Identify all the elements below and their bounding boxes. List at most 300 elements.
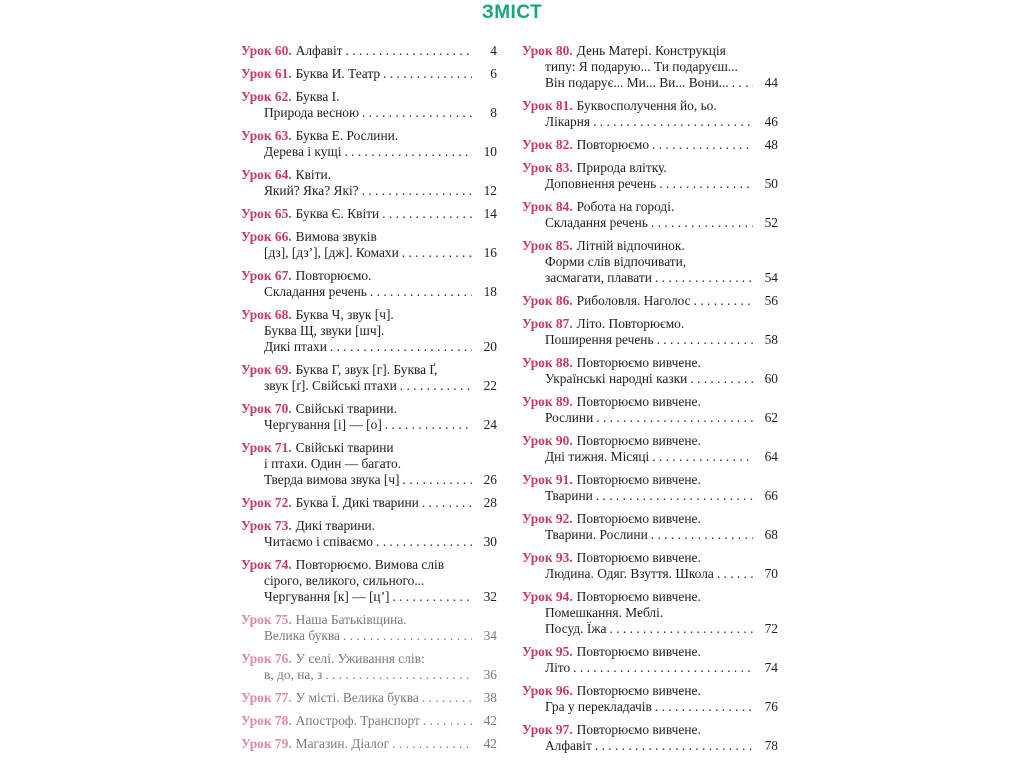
lesson-label: Урок 69. [241, 362, 292, 377]
toc-entry-line [522, 550, 778, 566]
toc-entry-line [241, 589, 497, 605]
page-number: 4 [490, 43, 497, 58]
toc-entry [522, 644, 778, 676]
toc-entry-line [241, 284, 497, 300]
dot-leader [655, 270, 753, 286]
dot-leader [694, 293, 753, 309]
toc-entry-line [522, 511, 778, 527]
lesson-topic: Тварини [545, 488, 593, 503]
toc-entry [241, 401, 497, 433]
dot-leader [330, 339, 472, 355]
page-number: 46 [764, 114, 778, 129]
page-title: ЗМІСТ [481, 2, 543, 23]
page-number: 48 [764, 137, 778, 152]
lesson-label: Урок 96. [522, 683, 573, 698]
page-number: 6 [490, 66, 497, 81]
dot-leader [609, 621, 753, 637]
toc-entry-line [241, 66, 497, 82]
toc-entry [241, 651, 497, 683]
lesson-label: Урок 60. [241, 43, 292, 58]
lesson-topic: Повторюємо вивчене. [576, 589, 701, 604]
page-number: 54 [764, 270, 778, 285]
page-number: 60 [764, 371, 778, 386]
lesson-label: Урок 62. [241, 89, 292, 104]
toc-entry [522, 472, 778, 504]
lesson-topic: Читаємо і співаємо [264, 534, 373, 549]
lesson-label: Урок 93. [522, 550, 573, 565]
dot-leader [595, 738, 753, 754]
page-number: 74 [764, 660, 778, 675]
lesson-topic: Наша Батьківщина. [295, 612, 407, 627]
lesson-topic: Повторюємо вивчене. [576, 644, 701, 659]
page-number: 26 [483, 472, 497, 487]
lesson-topic: Дикі тварини. [295, 518, 376, 533]
lesson-topic: Буква І. [295, 89, 340, 104]
page-number: 8 [490, 105, 497, 120]
lesson-label: Урок 74. [241, 557, 292, 572]
dot-leader [400, 378, 472, 394]
page-number: 18 [483, 284, 497, 299]
dot-leader [403, 472, 472, 488]
lesson-topic: День Матері. Конструкція [576, 43, 726, 58]
toc-entry-line [522, 394, 778, 410]
toc-entry-line [522, 114, 778, 130]
toc-entry [241, 362, 497, 394]
page-number: 42 [483, 736, 497, 751]
toc-entry-line [241, 43, 497, 59]
dot-leader [402, 245, 472, 261]
lesson-label: Урок 81. [522, 98, 573, 113]
lesson-topic: Який? Яка? Які? [264, 183, 359, 198]
toc-entry-line [522, 488, 778, 504]
page-number: 34 [483, 628, 497, 643]
dot-leader [382, 206, 472, 222]
toc-entry-line [522, 293, 778, 309]
toc-entry-line [522, 621, 778, 637]
dot-leader [422, 495, 472, 511]
lesson-topic: Складання речень [264, 284, 367, 299]
lesson-topic: Тверда вимова звука [ч] [264, 472, 400, 487]
lesson-topic: Буква Е. Рослини. [295, 128, 399, 143]
dot-leader [596, 410, 753, 426]
toc-entry-line [241, 713, 497, 729]
toc-entry-line [522, 527, 778, 543]
lesson-label: Урок 90. [522, 433, 573, 448]
dot-leader [362, 105, 472, 121]
dot-leader [732, 75, 753, 91]
toc-entry-line [522, 605, 778, 621]
lesson-topic: Повторюємо вивчене. [576, 394, 701, 409]
toc-entry [241, 128, 497, 160]
toc-entry-line [241, 440, 497, 456]
lesson-topic: [дз], [дз’], [дж]. Комахи [264, 245, 399, 260]
toc-entry-line [522, 43, 778, 59]
lesson-topic: Робота на городі. [576, 199, 675, 214]
lesson-label: Урок 66. [241, 229, 292, 244]
toc-entry-line [522, 160, 778, 176]
lesson-label: Урок 70. [241, 401, 292, 416]
toc-entry [522, 394, 778, 426]
lesson-topic: Повторюємо. [295, 268, 372, 283]
toc-entry-line [241, 456, 497, 472]
toc-entry-line [522, 738, 778, 754]
lesson-topic: в, до, на, з [264, 667, 323, 682]
toc-entry-line [522, 137, 778, 153]
lesson-topic: Повторюємо вивчене. [576, 355, 701, 370]
lesson-topic: Буква Щ, звуки [шч]. [264, 323, 385, 338]
toc-entry [522, 137, 778, 153]
lesson-topic: Буква Г, звук [г]. Буква Ґ, [295, 362, 438, 377]
dot-leader [383, 66, 472, 82]
lesson-topic: Буква И. Театр [295, 66, 381, 81]
toc-entry-line [241, 206, 497, 222]
page-number: 14 [483, 206, 497, 221]
toc-entry [241, 229, 497, 261]
toc-entry [241, 557, 497, 605]
toc-entry-line [522, 472, 778, 488]
dot-leader [573, 660, 753, 676]
toc-entry-line [522, 176, 778, 192]
page-number: 78 [764, 738, 778, 753]
toc-entry-line [241, 307, 497, 323]
toc-entry [241, 268, 497, 300]
dot-leader [346, 43, 472, 59]
dot-leader [385, 417, 472, 433]
page-number: 20 [483, 339, 497, 354]
toc-entry-line [241, 612, 497, 628]
lesson-topic: Повторюємо вивчене. [576, 550, 701, 565]
lesson-topic: Свійські тварини [295, 440, 394, 455]
lesson-label: Урок 89. [522, 394, 573, 409]
lesson-label: Урок 72. [241, 495, 292, 510]
toc-entry [241, 495, 497, 511]
lesson-topic: і птахи. Один — багато. [264, 456, 402, 471]
toc-entry-line [241, 229, 497, 245]
lesson-topic: Свійські тварини. [295, 401, 397, 416]
lesson-topic: Посуд. Їжа [545, 621, 607, 636]
dot-leader [652, 449, 753, 465]
lesson-topic: Він подарує... Ми... Ви... Вони... [545, 75, 729, 90]
page-number: 62 [764, 410, 778, 425]
toc-entry-line [241, 378, 497, 394]
lesson-label: Урок 65. [241, 206, 292, 221]
lesson-topic: У місті. Велика буква [295, 690, 419, 705]
page-number: 32 [483, 589, 497, 604]
lesson-label: Урок 75. [241, 612, 292, 627]
lesson-topic: У селі. Уживання слів: [295, 651, 425, 666]
page-number: 24 [483, 417, 497, 432]
lesson-label: Урок 80. [522, 43, 573, 58]
page-number: 22 [483, 378, 497, 393]
toc-entry-line [522, 254, 778, 270]
toc-entry [522, 589, 778, 637]
toc-entry-line [522, 433, 778, 449]
toc-entry-line [522, 410, 778, 426]
toc-entry [241, 690, 497, 706]
lesson-topic: Літній відпочинок. [576, 238, 685, 253]
lesson-topic: Повторюємо. Вимова слів [295, 557, 445, 572]
page-number: 66 [764, 488, 778, 503]
toc-entry-line [241, 472, 497, 488]
toc-entry [241, 66, 497, 82]
toc-entry [522, 199, 778, 231]
lesson-topic: типу: Я подарую... Ти подаруєш... [545, 59, 738, 74]
lesson-label: Урок 83. [522, 160, 573, 175]
lesson-topic: Людина. Одяг. Взуття. Школа [545, 566, 714, 581]
page-number: 10 [483, 144, 497, 159]
toc-entry-line [241, 534, 497, 550]
toc-entry-line [241, 362, 497, 378]
lesson-topic: Буквосполучення йо, ьо. [576, 98, 717, 113]
toc-entry-line [241, 144, 497, 160]
toc-entry-line [241, 268, 497, 284]
lesson-topic: Рослини [545, 410, 594, 425]
toc-entry-line [522, 98, 778, 114]
toc-entry-line [522, 238, 778, 254]
toc-entry-line [241, 89, 497, 105]
toc-entry-line [522, 660, 778, 676]
page-number: 42 [483, 713, 497, 728]
lesson-label: Урок 91. [522, 472, 573, 487]
page-number: 44 [764, 75, 778, 90]
toc-entry [241, 89, 497, 121]
toc-entry [241, 440, 497, 488]
lesson-topic: Повторюємо вивчене. [576, 722, 701, 737]
lesson-topic: Квіти. [295, 167, 332, 182]
lesson-label: Урок 84. [522, 199, 573, 214]
toc-entry [522, 683, 778, 715]
lesson-topic: Повторюємо вивчене. [576, 433, 701, 448]
toc-entry-line [241, 628, 497, 644]
toc-entry [522, 433, 778, 465]
lesson-topic: Буква Ч, звук [ч]. [295, 307, 394, 322]
toc-entry-line [522, 270, 778, 286]
dot-leader [393, 589, 472, 605]
lesson-label: Урок 87. [522, 316, 573, 331]
lesson-topic: Поширення речень [545, 332, 654, 347]
lesson-topic: Риболовля. Наголос [576, 293, 691, 308]
toc-entry [522, 238, 778, 286]
dot-leader [422, 690, 472, 706]
toc-entry-line [241, 667, 497, 683]
page-number: 12 [483, 183, 497, 198]
lesson-topic: Повторюємо [576, 137, 650, 152]
lesson-topic: Повторюємо вивчене. [576, 683, 701, 698]
lesson-label: Урок 92. [522, 511, 573, 526]
dot-leader [362, 183, 472, 199]
dot-leader [344, 144, 472, 160]
lesson-label: Урок 79. [241, 736, 292, 751]
lesson-topic: Складання речень [545, 215, 648, 230]
dot-leader [423, 713, 472, 729]
page-number: 36 [483, 667, 497, 682]
lesson-topic: Велика буква [264, 628, 340, 643]
lesson-topic: Алфавіт [545, 738, 592, 753]
lesson-topic: Магазин. Діалог [295, 736, 390, 751]
toc-entry-line [241, 323, 497, 339]
page-number: 30 [483, 534, 497, 549]
lesson-topic: Природа весною [264, 105, 359, 120]
page-number: 52 [764, 215, 778, 230]
dot-leader [717, 566, 753, 582]
lesson-topic: Апостроф. Транспорт [295, 713, 420, 728]
toc-entry [522, 550, 778, 582]
lesson-label: Урок 68. [241, 307, 292, 322]
dot-leader [343, 628, 472, 644]
lesson-topic: Природа влітку. [576, 160, 667, 175]
toc-entry [522, 722, 778, 754]
page-number: 50 [764, 176, 778, 191]
toc-entry [522, 43, 778, 91]
page-number: 68 [764, 527, 778, 542]
lesson-label: Урок 88. [522, 355, 573, 370]
toc-entry [241, 612, 497, 644]
toc-left-column [241, 43, 497, 759]
lesson-topic: Повторюємо вивчене. [576, 472, 701, 487]
lesson-label: Урок 67. [241, 268, 292, 283]
toc-entry [522, 511, 778, 543]
toc-entry-line [241, 651, 497, 667]
toc-entry-line [522, 566, 778, 582]
lesson-topic: Тварини. Рослини [545, 527, 648, 542]
lesson-topic: Лікарня [545, 114, 591, 129]
toc-entry-line [241, 128, 497, 144]
page-number: 16 [483, 245, 497, 260]
toc-entry [241, 167, 497, 199]
lesson-topic: Літо [545, 660, 571, 675]
dot-leader [651, 215, 753, 231]
lesson-label: Урок 86. [522, 293, 573, 308]
lesson-label: Урок 63. [241, 128, 292, 143]
page-number: 56 [764, 293, 778, 308]
dot-leader [596, 488, 753, 504]
lesson-topic: Чергування [і] — [о] [264, 417, 382, 432]
lesson-topic: Дерева і кущі [264, 144, 342, 159]
lesson-label: Урок 85. [522, 238, 573, 253]
toc-entry-line [522, 722, 778, 738]
toc-entry [241, 206, 497, 222]
toc-entry-line [241, 245, 497, 261]
lesson-topic: Буква Ї. Дикі тварини [295, 495, 419, 510]
lesson-label: Урок 73. [241, 518, 292, 533]
lesson-label: Урок 78. [241, 713, 292, 728]
toc-entry-line [241, 167, 497, 183]
lesson-label: Урок 64. [241, 167, 292, 182]
toc-entry-line [522, 589, 778, 605]
dot-leader [690, 371, 753, 387]
toc-entry-line [522, 644, 778, 660]
toc-entry [522, 160, 778, 192]
lesson-topic: Чергування [к] — [ц’] [264, 589, 390, 604]
toc-entry-line [522, 355, 778, 371]
toc-entry-line [241, 690, 497, 706]
lesson-topic: засмагати, плавати [545, 270, 652, 285]
dot-leader [659, 176, 753, 192]
toc-entry-line [241, 401, 497, 417]
toc-entry-line [522, 371, 778, 387]
page-number: 70 [764, 566, 778, 581]
lesson-label: Урок 94. [522, 589, 573, 604]
lesson-label: Урок 97. [522, 722, 573, 737]
lesson-topic: Вимова звуків [295, 229, 377, 244]
toc-entry [522, 316, 778, 348]
page-number: 38 [483, 690, 497, 705]
lesson-topic: Алфавіт [295, 43, 343, 58]
dot-leader [325, 667, 472, 683]
lesson-topic: Повторюємо вивчене. [576, 511, 701, 526]
page-number: 76 [764, 699, 778, 714]
lesson-topic: Українські народні казки [545, 371, 688, 386]
page-number: 28 [483, 495, 497, 510]
toc-entry-line [241, 183, 497, 199]
dot-leader [655, 699, 753, 715]
lesson-label: Урок 61. [241, 66, 292, 81]
lesson-label: Урок 77. [241, 690, 292, 705]
toc-entry-line [241, 518, 497, 534]
toc-entry-line [522, 215, 778, 231]
lesson-topic: Гра у перекладачів [545, 699, 652, 714]
lesson-label: Урок 71. [241, 440, 292, 455]
toc-entry-line [522, 75, 778, 91]
toc-entry-line [241, 573, 497, 589]
lesson-topic: Помешкання. Меблі. [545, 605, 664, 620]
toc-entry [522, 98, 778, 130]
toc-entry-line [241, 339, 497, 355]
toc-entry [241, 43, 497, 59]
toc-entry [241, 307, 497, 355]
lesson-topic: Форми слів відпочивати, [545, 254, 687, 269]
toc-entry-line [241, 557, 497, 573]
lesson-topic: звук [ґ]. Свійські птахи [264, 378, 397, 393]
toc-entry-line [522, 199, 778, 215]
page-number: 64 [764, 449, 778, 464]
toc-entry [241, 736, 497, 752]
toc-entry [241, 518, 497, 550]
lesson-topic: Дикі птахи [264, 339, 327, 354]
lesson-label: Урок 76. [241, 651, 292, 666]
lesson-label: Урок 95. [522, 644, 573, 659]
toc-entry-line [522, 316, 778, 332]
toc-entry-line [522, 699, 778, 715]
toc-entry [241, 713, 497, 729]
dot-leader [370, 284, 472, 300]
page-number: 72 [764, 621, 778, 636]
lesson-topic: Літо. Повторюємо. [576, 316, 685, 331]
toc-entry-line [522, 683, 778, 699]
toc-entry [522, 293, 778, 309]
lesson-topic: Дні тижня. Місяці [545, 449, 650, 464]
dot-leader [376, 534, 472, 550]
lesson-topic: Доповнення речень [545, 176, 657, 191]
toc-entry [522, 355, 778, 387]
dot-leader [593, 114, 753, 130]
lesson-topic: Буква Є. Квіти [295, 206, 380, 221]
dot-leader [652, 137, 753, 153]
toc-entry-line [241, 495, 497, 511]
toc-entry-line [522, 59, 778, 75]
toc-entry-line [522, 449, 778, 465]
dot-leader [651, 527, 753, 543]
page-number: 58 [764, 332, 778, 347]
toc-entry-line [522, 332, 778, 348]
dot-leader [392, 736, 472, 752]
lesson-topic: сірого, великого, сильного... [264, 573, 425, 588]
lesson-label: Урок 82. [522, 137, 573, 152]
toc-right-column [522, 43, 778, 761]
toc-entry-line [241, 736, 497, 752]
toc-entry-line [241, 417, 497, 433]
toc-entry-line [241, 105, 497, 121]
